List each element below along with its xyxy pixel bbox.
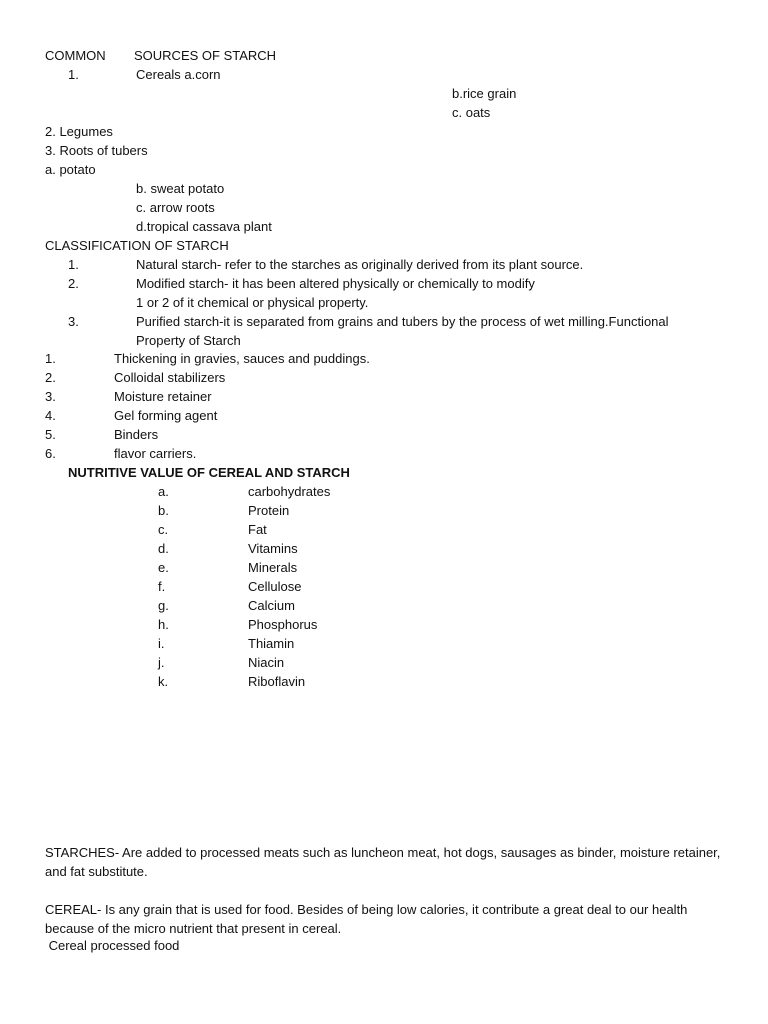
functional-item-number: 6. [45,446,56,461]
functional-item-text: Moisture retainer [114,389,212,404]
classification-item-1-text: Natural starch- refer to the starches as originally derived from its plant source. [136,257,584,272]
heading-sources-of-starch: SOURCES OF STARCH [134,48,277,63]
classification-item-2-text: Modified starch- it has been altered physically or chemically to modify [136,276,535,291]
nutritive-item-text: Protein [248,503,290,518]
nutritive-item-letter: i. [158,636,165,651]
classification-item-2-text-cont: 1 or 2 of it chemical or physical property. [136,295,369,310]
nutritive-item-letter: a. [158,484,169,499]
sources-item-2: 2. Legumes [45,124,113,139]
classification-item-3-text-cont: Property of Starch [136,333,241,348]
sources-item-3-b: b. sweat potato [136,181,225,196]
nutritive-item-letter: k. [158,674,169,689]
functional-item-text: flavor carriers. [114,446,197,461]
nutritive-item-letter: d. [158,541,169,556]
sources-item-1-text: Cereals a.corn [136,67,221,82]
functional-item-number: 2. [45,370,56,385]
nutritive-item-text: Fat [248,522,267,537]
sources-item-3-c: c. arrow roots [136,200,215,215]
nutritive-item-letter: g. [158,598,169,613]
nutritive-item-letter: c. [158,522,169,537]
nutritive-item-text: Cellulose [248,579,302,594]
nutritive-item-text: carbohydrates [248,484,331,499]
sources-item-1-number: 1. [68,67,79,82]
functional-item-number: 5. [45,427,56,442]
nutritive-item-letter: e. [158,560,169,575]
functional-item-text: Gel forming agent [114,408,218,423]
sources-item-3: 3. Roots of tubers [45,143,148,158]
nutritive-item-letter: h. [158,617,169,632]
sources-item-1-c: c. oats [452,105,491,120]
functional-item-number: 4. [45,408,56,423]
nutritive-item-text: Vitamins [248,541,298,556]
nutritive-item-letter: f. [158,579,166,594]
heading-common: COMMON [45,48,106,63]
nutritive-item-text: Thiamin [248,636,295,651]
nutritive-item-text: Phosphorus [248,617,318,632]
nutritive-item-text: Minerals [248,560,298,575]
functional-item-text: Binders [114,427,159,442]
sources-item-3-d: d.tropical cassava plant [136,219,272,234]
heading-nutritive-value: NUTRITIVE VALUE OF CEREAL AND STARCH [68,465,350,480]
paragraph-starches: STARCHES- Are added to processed meats such as luncheon meat, hot dogs, sausages as binder, moisture retainer, and fat substitute. [45,845,721,879]
classification-item-3-text: Purified starch-it is separated from grains and tubers by the process of wet milling.Functional [136,314,669,329]
functional-item-number: 3. [45,389,56,404]
heading-classification: CLASSIFICATION OF STARCH [45,238,229,253]
sources-item-3-a: a. potato [45,162,96,177]
paragraph-cereal: CEREAL- Is any grain that is used for food. Besides of being low calories, it contribute a great deal to our health because of the micro nutrient that present in cereal. [45,902,688,936]
functional-item-number: 1. [45,351,56,366]
paragraph-cereal-processed-food: Cereal processed food [45,938,180,953]
nutritive-item-text: Calcium [248,598,295,613]
nutritive-item-letter: j. [158,655,165,670]
nutritive-item-letter: b. [158,503,169,518]
classification-item-3-number: 3. [68,314,79,329]
functional-item-text: Colloidal stabilizers [114,370,226,385]
classification-item-1-number: 1. [68,257,79,272]
classification-item-2-number: 2. [68,276,79,291]
functional-item-text: Thickening in gravies, sauces and puddings. [114,351,370,366]
sources-item-1-b: b.rice grain [452,86,517,101]
nutritive-item-text: Niacin [248,655,285,670]
nutritive-item-text: Riboflavin [248,674,306,689]
